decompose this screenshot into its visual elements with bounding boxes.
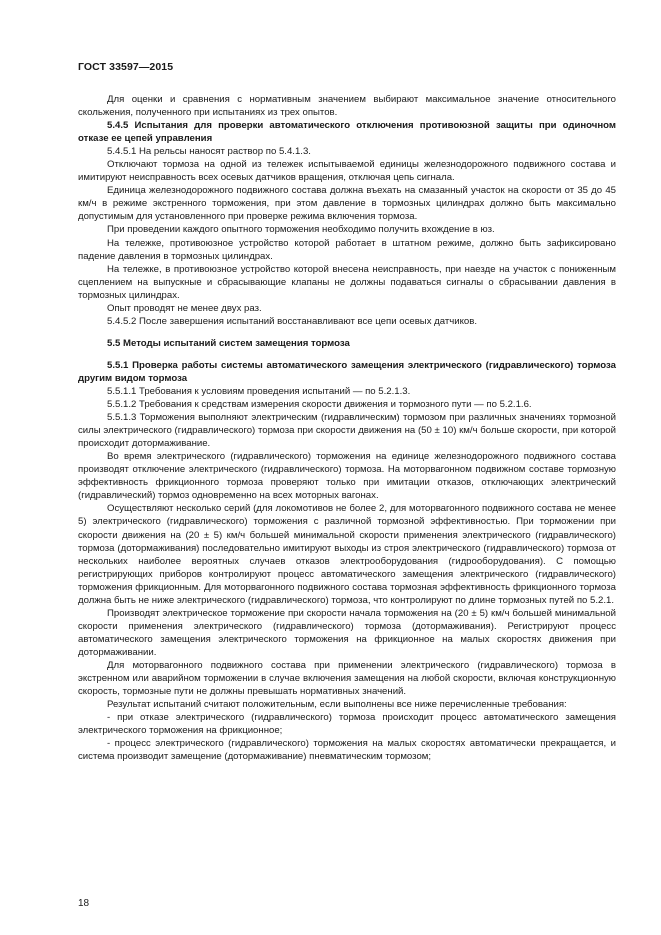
paragraph: На тележке, противоюзное устройство которой работает в штатном режиме, должно быть зафиксировано падение давления в тормозных цилиндрах. bbox=[78, 237, 616, 262]
paragraph: Во время электрического (гидравлического) торможения на единице железнодорожного подвижного состава производят отключение электрического (гидравлического) тормоза. На моторвагонном подвижном составе тормозную эффективность фрикционного тормоза проверяют только при имитации отказов, отключающих электрический (гидравлический) тормоз одновременно на всех моторных вагонах. bbox=[78, 451, 616, 502]
section-gap bbox=[78, 328, 616, 337]
paragraph: На тележке, в противоюзное устройство которой внесена неисправность, при наезде на участок с пониженным сцеплением на выпускные и сбрасывающие клапаны не должны подаваться сигналы о сбрасывании давления в тормозных цилиндрах. bbox=[78, 263, 616, 301]
paragraph: 5.4.5.1 На рельсы наносят раствор по 5.4.1.3. bbox=[107, 146, 311, 158]
paragraph: Для оценки и сравнения с нормативным значением выбирают максимальное значение относительного скольжения, полученного при испытаниях из трех опытов. bbox=[78, 94, 616, 119]
paragraph: Для моторвагонного подвижного состава при применении электрического (гидравлического) тормоза в экстренном или аварийном торможении в случае включения замещения на любой скорости, включая конструкционную скорость, тормозные пути не должны превышать нормативных значений. bbox=[78, 659, 616, 698]
paragraph: Отключают тормоза на одной из тележек испытываемой единицы железнодорожного подвижного состава и имитируют неисправность всех осевых датчиков вращения, отключая цепь сигнала. bbox=[78, 159, 616, 184]
document-body bbox=[78, 93, 616, 763]
paragraph: 5.5.1.1 Требования к условиям проведения испытаний — по 5.2.1.3. bbox=[107, 385, 411, 397]
paragraph: При проведении каждого опытного торможения необходимо получить вхождение в юз. bbox=[107, 224, 495, 236]
section-heading-5-5-1: 5.5.1 Проверка работы системы автоматического замещения электрического (гидравлического) тормоза другим видом тормоза bbox=[78, 359, 616, 384]
section-gap bbox=[78, 350, 616, 359]
paragraph: 5.4.5.2 После завершения испытаний восстанавливают все цепи осевых датчиков. bbox=[107, 315, 478, 327]
paragraph: 5.5.1.3 Торможения выполняют электрическим (гидравлическим) тормозом при различных значениях тормозной силы электрического (гидравлического) тормоза при скорости движения на (50 ± 10) км/ч больше скорости, при которой происходит дотормаживание. bbox=[78, 412, 616, 450]
paragraph: Результат испытаний считают положительным, если выполнены все ниже перечисленные требования: bbox=[107, 699, 567, 711]
paragraph: 5.5.1.2 Требования к средствам измерения скорости движения и тормозного пути — по 5.2.1.6. bbox=[107, 399, 532, 411]
paragraph: Единица железнодорожного подвижного состава должна въехать на смазанный участок на скорости от 35 до 45 км/ч в режиме экстренного торможения, при этом давление в тормозных цилиндрах должно быть максимально допустимым для установленного при проверке режима включения тормоза. bbox=[78, 185, 616, 223]
list-item: - при отказе электрического (гидравлического) тормоза происходит процесс автоматического замещения электрического торможения на фрикционное; bbox=[78, 712, 616, 737]
list-item: - процесс электрического (гидравлического) торможения на малых скоростях автоматически прекращается, и система производит замещение (дотормаживание) пневматическим тормозом; bbox=[78, 738, 616, 763]
paragraph: Осуществляют несколько серий (для локомотивов не более 2, для моторвагонного подвижного состава не менее 5) электрического (гидравлического) торможения с различной тормозной эффективностью. При торможении при скорости движения на (20 ± 5) км/ч большей минимальной скорости применения электрического (гидравлического) тормоза (дотормаживания) последовательно имитируют выходы из строя электрического (гидравлического) тормоза от нескольких наиболее вероятных случаев отказов электрооборудования (гидрооборудования). С помощью регистрирующих приборов контролируют процесс автоматического замещения электрического (гидравлического) торможения фрикционным. Для моторвагонного подвижного состава тормозная эффективность фрикционного тормоза должна быть не ниже электрического (гидравлического) тормоза, что контролируют по длине тормозных путей по 5.2.1. bbox=[78, 503, 616, 606]
paragraph: Производят электрическое торможение при скорости начала торможения на (20 ± 5) км/ч большей минимальной скорости применения электрического (гидравлического) тормоза (дотормаживания). Регистрируют процесс автоматического замещения электрического торможения на фрикционное на малых скоростях движения при дотормаживании. bbox=[78, 607, 616, 658]
standard-header: ГОСТ 33597—2015 bbox=[78, 61, 174, 73]
section-heading-5-4-5: 5.4.5 Испытания для проверки автоматического отключения противоюзной защиты при одиночном отказе ее цепей управления bbox=[78, 120, 616, 145]
section-heading-5-5: 5.5 Методы испытаний систем замещения тормоза bbox=[107, 337, 350, 349]
paragraph: Опыт проводят не менее двух раз. bbox=[107, 302, 262, 314]
page-number: 18 bbox=[78, 898, 90, 909]
